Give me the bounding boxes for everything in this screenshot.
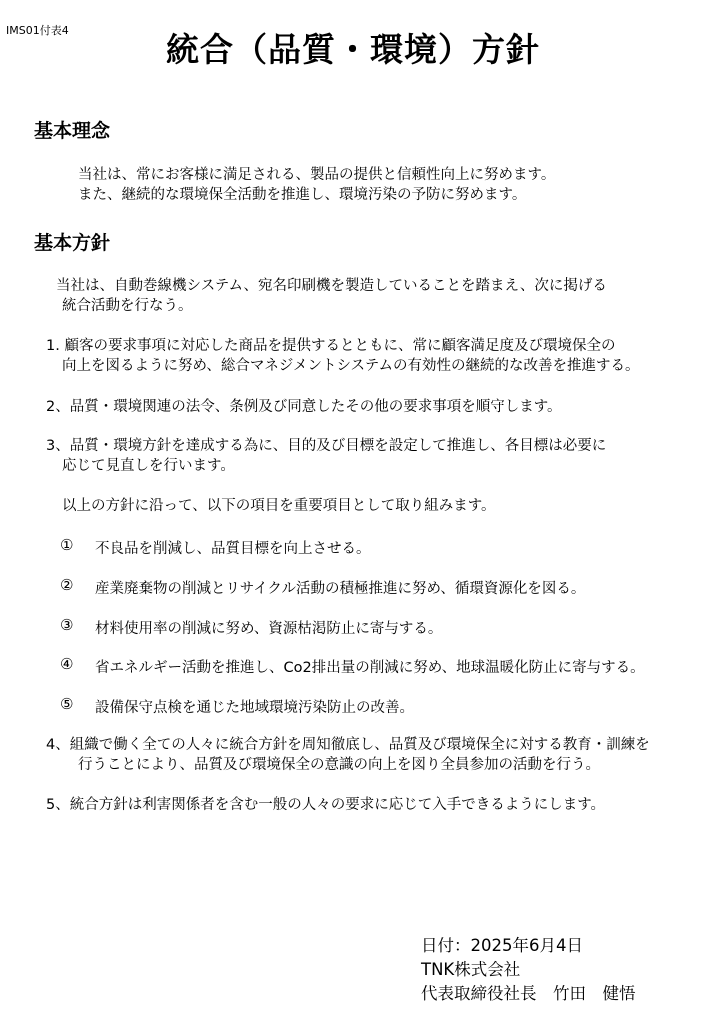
item-3-mark: ③ — [60, 616, 74, 634]
item-4-mark: ④ — [60, 655, 74, 673]
document-id: IMS01付表4 — [6, 24, 69, 37]
policy-point-5: 5、統合方針は利害関係者を含む一般の人々の要求に応じて入手できるようにします。 — [46, 797, 606, 813]
policy-point-2: 2、品質・環境関連の法令、条例及び同意したその他の要求事項を順守します。 — [46, 399, 562, 415]
policy-point-1-line-1: 1. 顧客の要求事項に対応した商品を提供するとともに、常に顧客満足度及び環境保全の — [46, 338, 616, 354]
policy-point-4-line-2: 行うことにより、品質及び環境保全の意識の向上を図り全員参加の活動を行う。 — [78, 757, 600, 773]
signature-representative: 代表取締役社長 竹田 健悟 — [421, 984, 636, 1003]
page-title: 統合（品質・環境）方針 — [166, 30, 540, 69]
policy-point-3-line-1: 3、品質・環境方針を達成する為に、目的及び目標を設定して推進し、各目標は必要に — [46, 438, 607, 454]
policy-point-4-line-1: 4、組織で働く全ての人々に統合方針を周知徹底し、品質及び環境保全に対する教育・訓練を — [46, 737, 650, 753]
policy-lead: 以上の方針に沿って、以下の項目を重要項目として取り組みます。 — [62, 498, 496, 514]
policy-intro-line-1: 当社は、自動巻線機システム、宛名印刷機を製造していることを踏まえ、次に掲げる — [56, 278, 607, 294]
item-2-text: 産業廃棄物の削減とリサイクル活動の積極推進に努め、循環資源化を図る。 — [95, 581, 586, 597]
item-3-text: 材料使用率の削減に努め、資源枯渇防止に寄与する。 — [95, 621, 443, 637]
policy-point-1-line-2: 向上を図るように努め、総合マネジメントシステムの有効性の継続的な改善を推進する。 — [62, 358, 640, 374]
item-4-text: 省エネルギー活動を推進し、Co2排出量の削減に努め、地球温暖化防止に寄与する。 — [95, 660, 645, 676]
item-5-text: 設備保守点検を通じた地域環境汚染防止の改善。 — [95, 700, 414, 716]
philosophy-heading: 基本理念 — [34, 120, 111, 142]
policy-point-3-line-2: 応じて見直しを行います。 — [62, 458, 235, 474]
signature-date: 日付：2025年6月4日 — [421, 936, 583, 955]
item-1-text: 不良品を削減し、品質目標を向上させる。 — [95, 541, 371, 557]
policy-heading: 基本方針 — [34, 232, 111, 254]
philosophy-line-1: 当社は、常にお客様に満足される、製品の提供と信頼性向上に努めます。 — [78, 167, 556, 183]
signature-company: TNK株式会社 — [421, 960, 521, 979]
item-2-mark: ② — [60, 576, 74, 594]
policy-intro-line-2: 統合活動を行なう。 — [62, 298, 193, 314]
philosophy-line-2: また、継続的な環境保全活動を推進し、環境汚染の予防に努めます。 — [78, 187, 527, 203]
item-1-mark: ① — [60, 536, 74, 554]
item-5-mark: ⑤ — [60, 695, 74, 713]
